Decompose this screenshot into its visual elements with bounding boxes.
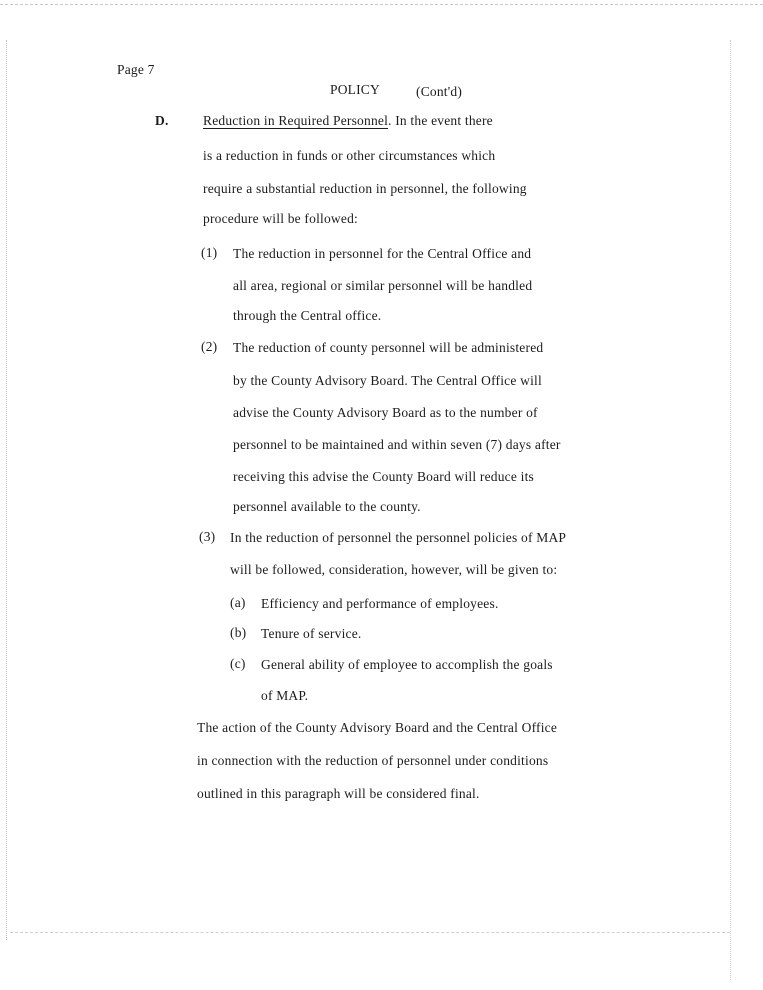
scan-edge-right (730, 40, 731, 980)
subitem-line: of MAP. (261, 688, 309, 703)
closing-line: outlined in this paragraph will be considered final. (197, 786, 480, 801)
item-line: by the County Advisory Board. The Central Office will (233, 373, 542, 388)
page-number: Page 7 (117, 62, 155, 77)
scan-edge-bottom (10, 932, 730, 933)
subitem-line: Tenure of service. (261, 626, 362, 641)
item-line: advise the County Advisory Board as to the number of (233, 405, 538, 420)
item-number: (2) (201, 339, 218, 354)
item-number: (1) (201, 245, 218, 260)
item-number: (3) (199, 529, 216, 544)
item-line: personnel to be maintained and within seven (7) days after (233, 437, 561, 452)
section-letter: D. (155, 113, 169, 128)
item-line: all area, regional or similar personnel will be handled (233, 278, 533, 293)
item-line: receiving this advise the County Board will reduce its (233, 469, 534, 484)
item-line: In the reduction of personnel the personnel policies of MAP (230, 530, 567, 545)
intro-line: is a reduction in funds or other circumstances which (203, 148, 496, 163)
scan-edge-left (6, 40, 7, 940)
header-continued: (Cont'd) (416, 84, 463, 99)
closing-line: The action of the County Advisory Board and the Central Office (197, 720, 558, 735)
subitem-line: Efficiency and performance of employees. (261, 596, 499, 611)
item-line: will be followed, consideration, however, will be given to: (230, 562, 558, 577)
intro-line: procedure will be followed: (203, 211, 358, 226)
intro-line: . In the event there (388, 113, 493, 128)
subitem-number: (b) (230, 625, 247, 640)
intro-line: require a substantial reduction in personnel, the following (203, 181, 527, 196)
item-line: The reduction of county personnel will be administered (233, 340, 544, 355)
subitem-number: (c) (230, 656, 246, 671)
subitem-line: General ability of employee to accomplish the goals (261, 657, 553, 672)
item-line: personnel available to the county. (233, 499, 421, 514)
section-heading-line (203, 113, 493, 129)
subitem-number: (a) (230, 595, 246, 610)
section-heading: Reduction in Required Personnel (203, 113, 389, 128)
closing-line: in connection with the reduction of personnel under conditions (197, 753, 549, 768)
item-line: The reduction in personnel for the Central Office and (233, 246, 532, 261)
header-title: POLICY (330, 82, 380, 97)
scan-edge-top (0, 4, 763, 5)
item-line: through the Central office. (233, 308, 382, 323)
